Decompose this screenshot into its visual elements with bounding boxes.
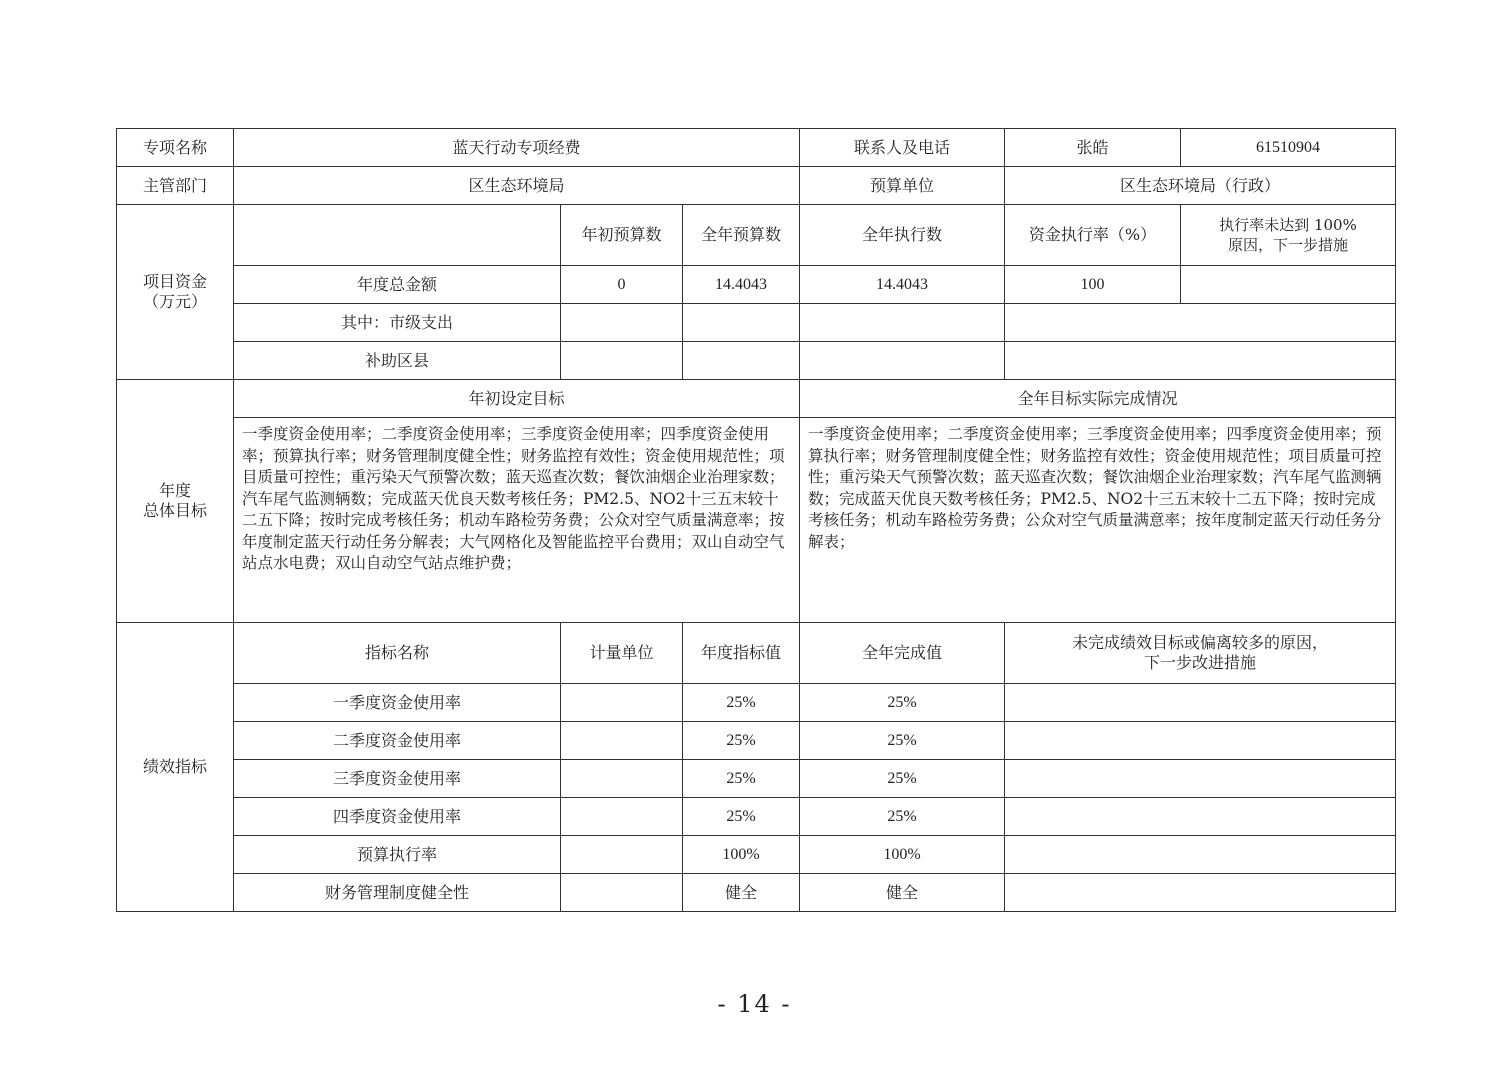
header-row-project bbox=[117, 129, 1396, 167]
indicator-unit bbox=[561, 760, 683, 798]
indicator-actual: 25% bbox=[800, 798, 1005, 836]
indicator-reason bbox=[1005, 684, 1396, 722]
budget-unit-value: 区生态环境局（行政） bbox=[1005, 167, 1396, 205]
goals-section-label: 年度 总体目标 bbox=[117, 380, 234, 623]
page-number: - 14 - bbox=[717, 990, 792, 1018]
col-actual-value: 全年完成值 bbox=[800, 623, 1005, 684]
contact-label: 联系人及电话 bbox=[800, 129, 1005, 167]
funds-annual-value bbox=[683, 342, 800, 380]
col-initial-budget: 年初预算数 bbox=[561, 205, 683, 266]
funds-row-county bbox=[117, 342, 1396, 380]
contact-phone: 61510904 bbox=[1181, 129, 1396, 167]
indicator-name: 预算执行率 bbox=[234, 836, 561, 874]
funds-initial-value bbox=[561, 304, 683, 342]
perf-row bbox=[117, 684, 1396, 722]
funds-rate-value: 100 bbox=[1005, 266, 1181, 304]
indicator-reason bbox=[1005, 798, 1396, 836]
indicator-target: 100% bbox=[683, 836, 800, 874]
indicator-target: 25% bbox=[683, 722, 800, 760]
funds-executed-value: 14.4043 bbox=[800, 266, 1005, 304]
col-unit: 计量单位 bbox=[561, 623, 683, 684]
indicator-unit bbox=[561, 722, 683, 760]
funds-section-label: 项目资金 （万元） bbox=[117, 205, 234, 380]
funds-annual-value bbox=[683, 304, 800, 342]
col-target-value: 年度指标值 bbox=[683, 623, 800, 684]
funds-header-row bbox=[117, 205, 1396, 266]
col-reason-not-met: 执行率未达到 100% 原因，下一步措施 bbox=[1181, 205, 1396, 266]
indicator-actual: 25% bbox=[800, 684, 1005, 722]
indicator-target: 25% bbox=[683, 760, 800, 798]
funds-annual-value: 14.4043 bbox=[683, 266, 800, 304]
indicator-reason bbox=[1005, 874, 1396, 912]
indicator-unit bbox=[561, 836, 683, 874]
indicator-reason bbox=[1005, 836, 1396, 874]
indicator-unit bbox=[561, 874, 683, 912]
col-execution-rate: 资金执行率（%） bbox=[1005, 205, 1181, 266]
funds-rate-value bbox=[1005, 342, 1396, 380]
perf-row bbox=[117, 874, 1396, 912]
funds-row-label: 其中：市级支出 bbox=[234, 304, 561, 342]
indicator-name: 财务管理制度健全性 bbox=[234, 874, 561, 912]
perf-row bbox=[117, 798, 1396, 836]
goals-body-row bbox=[117, 418, 1396, 623]
indicator-name: 三季度资金使用率 bbox=[234, 760, 561, 798]
funds-initial-value: 0 bbox=[561, 266, 683, 304]
goals-set-text: 一季度资金使用率；二季度资金使用率；三季度资金使用率；四季度资金使用率；预算执行率；财务管理制度健全性；财务监控有效性；资金使用规范性；项目质量可控性；重污染天气预警次数；蓝天巡查次数；餐饮油烟企业治理家数；汽车尾气监测辆数；完成蓝天优良天数考核任务；PM2.5、NO2十三五末较十二五下降；按时完成考核任务；机动车路检劳务费；公众对空气质量满意率；按年度制定蓝天行动任务分解表；大气网格化及智能监控平台费用；双山自动空气站点水电费；双山自动空气站点维护费； bbox=[234, 418, 800, 623]
perf-row bbox=[117, 836, 1396, 874]
perf-row bbox=[117, 760, 1396, 798]
goals-set-header: 年初设定目标 bbox=[234, 380, 800, 418]
funds-row-total bbox=[117, 266, 1396, 304]
funds-executed-value bbox=[800, 342, 1005, 380]
indicator-reason bbox=[1005, 760, 1396, 798]
indicator-target: 健全 bbox=[683, 874, 800, 912]
funds-executed-value bbox=[800, 304, 1005, 342]
funds-initial-value bbox=[561, 342, 683, 380]
goals-header-row bbox=[117, 380, 1396, 418]
budget-unit-label: 预算单位 bbox=[800, 167, 1005, 205]
col-annual-budget: 全年预算数 bbox=[683, 205, 800, 266]
project-name-value: 蓝天行动专项经费 bbox=[234, 129, 800, 167]
col-indicator-name: 指标名称 bbox=[234, 623, 561, 684]
indicator-actual: 25% bbox=[800, 722, 1005, 760]
indicator-reason bbox=[1005, 722, 1396, 760]
perf-row bbox=[117, 722, 1396, 760]
indicator-actual: 25% bbox=[800, 760, 1005, 798]
perf-header-row bbox=[117, 623, 1396, 684]
header-row-dept bbox=[117, 167, 1396, 205]
col-deviation-reason: 未完成绩效目标或偏离较多的原因， 下一步改进措施 bbox=[1005, 623, 1396, 684]
indicator-unit bbox=[561, 684, 683, 722]
indicator-actual: 100% bbox=[800, 836, 1005, 874]
col-annual-executed: 全年执行数 bbox=[800, 205, 1005, 266]
project-name-label: 专项名称 bbox=[117, 129, 234, 167]
performance-form-table bbox=[116, 128, 1396, 912]
perf-section-label: 绩效指标 bbox=[117, 623, 234, 912]
indicator-target: 25% bbox=[683, 798, 800, 836]
funds-row-municipal bbox=[117, 304, 1396, 342]
funds-corner-cell bbox=[234, 205, 561, 266]
funds-row-label: 补助区县 bbox=[234, 342, 561, 380]
dept-value: 区生态环境局 bbox=[234, 167, 800, 205]
funds-rate-value bbox=[1005, 304, 1396, 342]
indicator-name: 四季度资金使用率 bbox=[234, 798, 561, 836]
dept-label: 主管部门 bbox=[117, 167, 234, 205]
goals-actual-header: 全年目标实际完成情况 bbox=[800, 380, 1396, 418]
indicator-target: 25% bbox=[683, 684, 800, 722]
indicator-actual: 健全 bbox=[800, 874, 1005, 912]
indicator-name: 二季度资金使用率 bbox=[234, 722, 561, 760]
indicator-unit bbox=[561, 798, 683, 836]
contact-name: 张皓 bbox=[1005, 129, 1181, 167]
goals-actual-text: 一季度资金使用率；二季度资金使用率；三季度资金使用率；四季度资金使用率；预算执行率；财务管理制度健全性；财务监控有效性；资金使用规范性；项目质量可控性；重污染天气预警次数；蓝天巡查次数；餐饮油烟企业治理家数；汽车尾气监测辆数；完成蓝天优良天数考核任务；PM2.5、NO2十三五末较十二五下降；按时完成考核任务；机动车路检劳务费；公众对空气质量满意率；按年度制定蓝天行动任务分解表； bbox=[800, 418, 1396, 623]
funds-reason-value bbox=[1181, 266, 1396, 304]
indicator-name: 一季度资金使用率 bbox=[234, 684, 561, 722]
funds-row-label: 年度总金额 bbox=[234, 266, 561, 304]
